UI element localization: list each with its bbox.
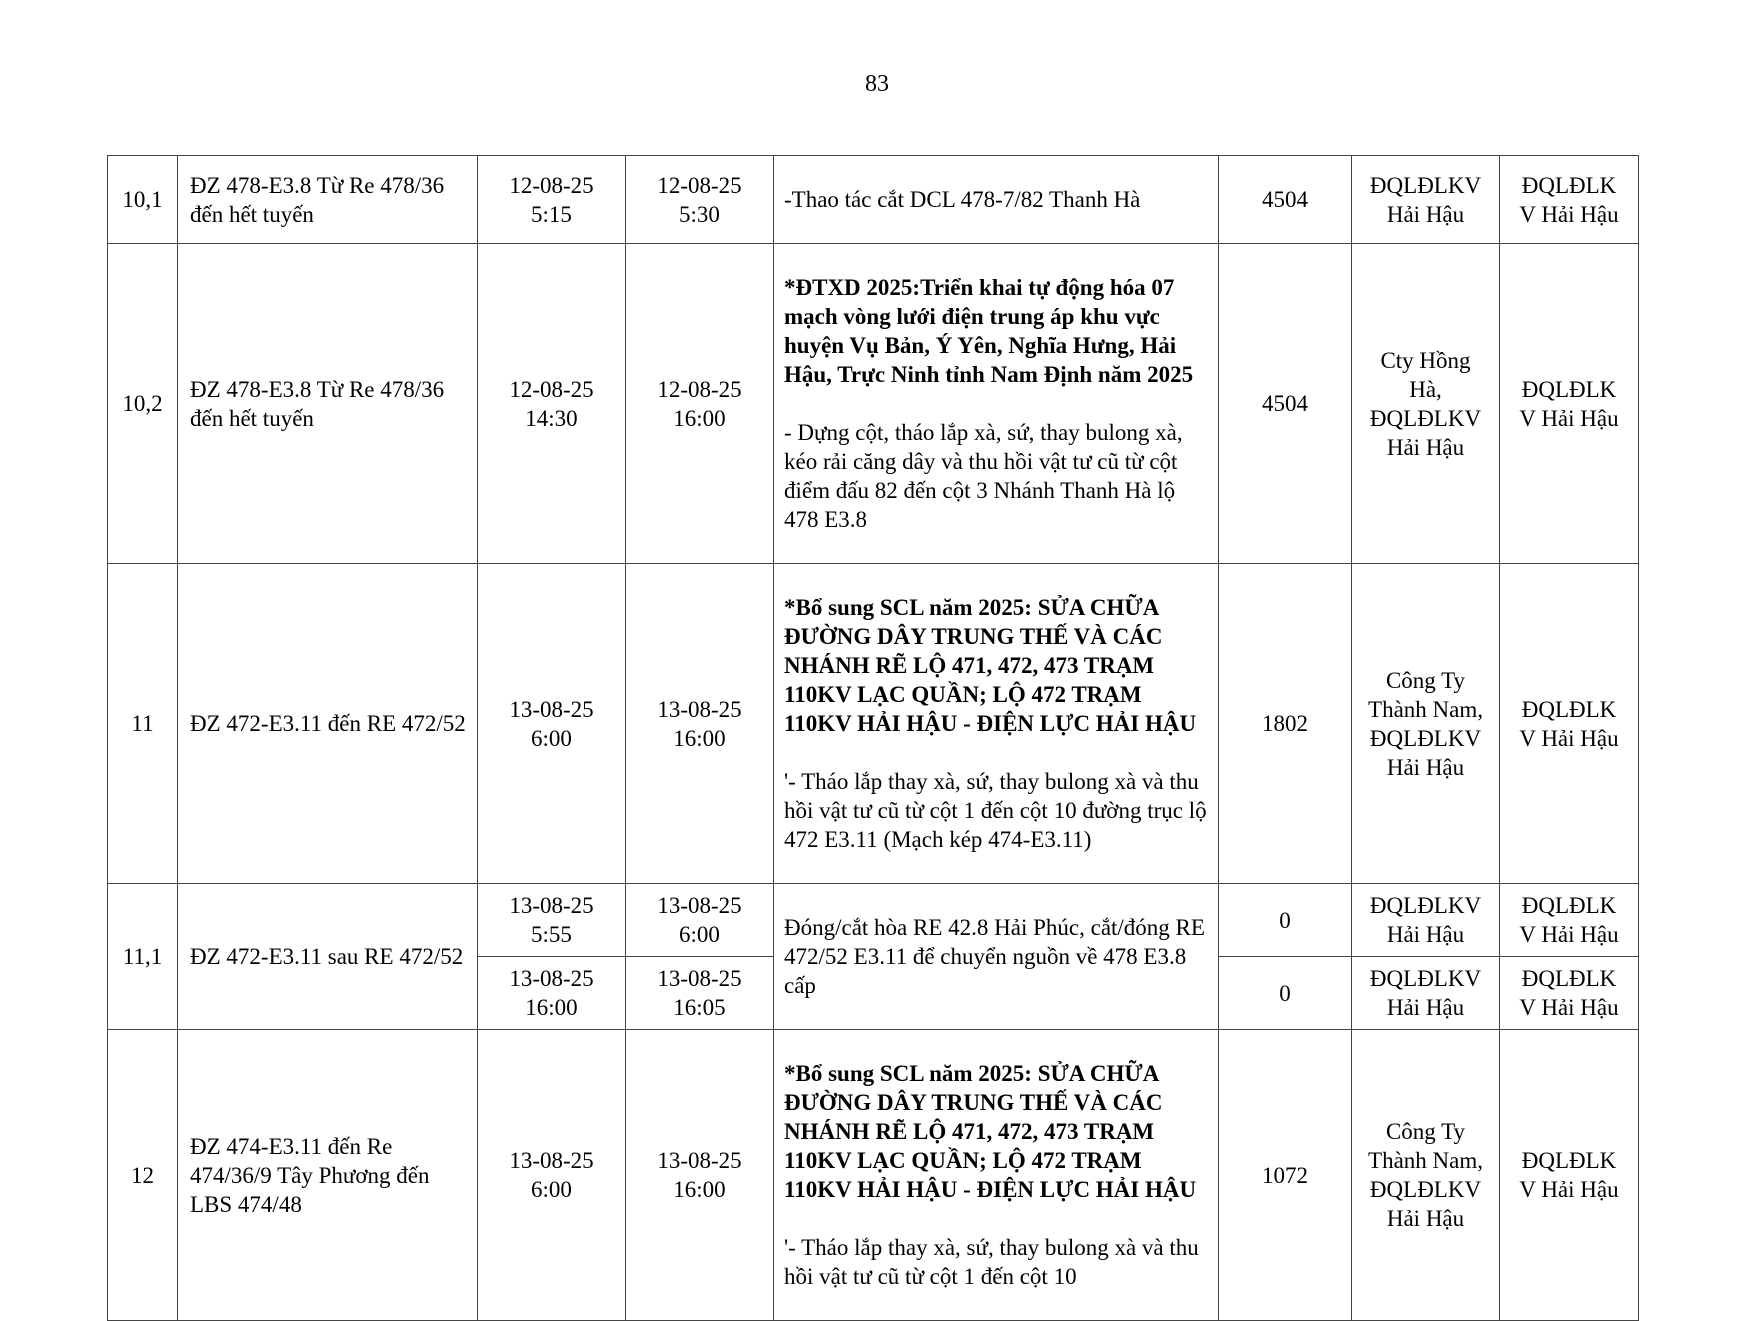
end-time: 13-08-25 16:05	[626, 957, 774, 1030]
managing-unit: ĐQLĐLK V Hải Hậu	[1500, 884, 1639, 957]
row-number: 10,1	[108, 156, 178, 244]
work-description	[774, 564, 1219, 884]
end-time: 12-08-25 16:00	[626, 244, 774, 564]
end-time: 13-08-25 6:00	[626, 884, 774, 957]
executing-unit: Công Ty Thành Nam, ĐQLĐLKV Hải Hậu	[1352, 1030, 1500, 1321]
managing-unit: ĐQLĐLK V Hải Hậu	[1500, 156, 1639, 244]
line-section: ĐZ 472-E3.11 đến RE 472/52	[178, 564, 478, 884]
row-number: 11	[108, 564, 178, 884]
row-number: 11,1	[108, 884, 178, 1030]
outage-schedule-table	[107, 155, 1639, 1321]
work-detail: '- Tháo lắp thay xà, sứ, thay bulong xà và thu hồi vật tư cũ từ cột 1 đến cột 10	[784, 1235, 1199, 1289]
project-title: *ĐTXD 2025:Triển khai tự động hóa 07 mạch vòng lưới điện trung áp khu vực huyện Vụ Bản, Ý Yên, Nghĩa Hưng, Hải Hậu, Trực Ninh tỉnh Nam Định năm 2025	[784, 275, 1194, 387]
start-time: 13-08-25 5:55	[478, 884, 626, 957]
table-row	[108, 884, 1639, 957]
start-time: 12-08-25 5:15	[478, 156, 626, 244]
start-time: 13-08-25 6:00	[478, 564, 626, 884]
line-section: ĐZ 478-E3.8 Từ Re 478/36 đến hết tuyến	[178, 244, 478, 564]
row-number: 12	[108, 1030, 178, 1321]
table-row	[108, 156, 1639, 244]
work-detail: Đóng/cắt hòa RE 42.8 Hải Phúc, cắt/đóng RE 472/52 E3.11 để chuyển nguồn về 478 E3.8 cấp	[784, 915, 1205, 998]
customer-count: 4504	[1219, 156, 1352, 244]
table-row	[108, 1030, 1639, 1321]
executing-unit: ĐQLĐLKV Hải Hậu	[1352, 156, 1500, 244]
customer-count: 0	[1219, 884, 1352, 957]
project-title: *Bổ sung SCL năm 2025: SỬA CHỮA ĐƯỜNG DÂY TRUNG THẾ VÀ CÁC NHÁNH RẼ LỘ 471, 472, 473 TRẠM 110KV LẠC QUẦN; LỘ 472 TRẠM 110KV HẢI HẬU - ĐIỆN LỰC HẢI HẬU	[784, 595, 1197, 736]
work-detail: - Dựng cột, tháo lắp xà, sứ, thay bulong xà, kéo rải căng dây và thu hồi vật tư cũ từ cột điểm đấu 82 đến cột 3 Nhánh Thanh Hà lộ 478 E3.8	[784, 420, 1183, 532]
managing-unit: ĐQLĐLK V Hải Hậu	[1500, 1030, 1639, 1321]
customer-count: 4504	[1219, 244, 1352, 564]
end-time: 13-08-25 16:00	[626, 564, 774, 884]
executing-unit: ĐQLĐLKV Hải Hậu	[1352, 957, 1500, 1030]
executing-unit: Công Ty Thành Nam, ĐQLĐLKV Hải Hậu	[1352, 564, 1500, 884]
managing-unit: ĐQLĐLK V Hải Hậu	[1500, 244, 1639, 564]
work-description	[774, 1030, 1219, 1321]
line-section: ĐZ 478-E3.8 Từ Re 478/36 đến hết tuyến	[178, 156, 478, 244]
start-time: 12-08-25 14:30	[478, 244, 626, 564]
line-section: ĐZ 474-E3.11 đến Re 474/36/9 Tây Phương đến LBS 474/48	[178, 1030, 478, 1321]
start-time: 13-08-25 16:00	[478, 957, 626, 1030]
end-time: 13-08-25 16:00	[626, 1030, 774, 1321]
row-number: 10,2	[108, 244, 178, 564]
line-section: ĐZ 472-E3.11 sau RE 472/52	[178, 884, 478, 1030]
work-detail: -Thao tác cắt DCL 478-7/82 Thanh Hà	[784, 187, 1141, 212]
page-number: 83	[865, 71, 889, 97]
project-title: *Bổ sung SCL năm 2025: SỬA CHỮA ĐƯỜNG DÂY TRUNG THẾ VÀ CÁC NHÁNH RẼ LỘ 471, 472, 473 TRẠM 110KV LẠC QUẦN; LỘ 472 TRẠM 110KV HẢI HẬU - ĐIỆN LỰC HẢI HẬU	[784, 1061, 1197, 1202]
customer-count: 0	[1219, 957, 1352, 1030]
start-time: 13-08-25 6:00	[478, 1030, 626, 1321]
executing-unit: ĐQLĐLKV Hải Hậu	[1352, 884, 1500, 957]
work-description	[774, 884, 1219, 1030]
work-description	[774, 244, 1219, 564]
executing-unit: Cty Hồng Hà, ĐQLĐLKV Hải Hậu	[1352, 244, 1500, 564]
managing-unit: ĐQLĐLK V Hải Hậu	[1500, 564, 1639, 884]
end-time: 12-08-25 5:30	[626, 156, 774, 244]
table-row	[108, 564, 1639, 884]
managing-unit: ĐQLĐLK V Hải Hậu	[1500, 957, 1639, 1030]
table-row	[108, 244, 1639, 564]
work-description	[774, 156, 1219, 244]
work-detail: '- Tháo lắp thay xà, sứ, thay bulong xà và thu hồi vật tư cũ từ cột 1 đến cột 10 đường trục lộ 472 E3.11 (Mạch kép 474-E3.11)	[784, 769, 1207, 852]
customer-count: 1802	[1219, 564, 1352, 884]
customer-count: 1072	[1219, 1030, 1352, 1321]
